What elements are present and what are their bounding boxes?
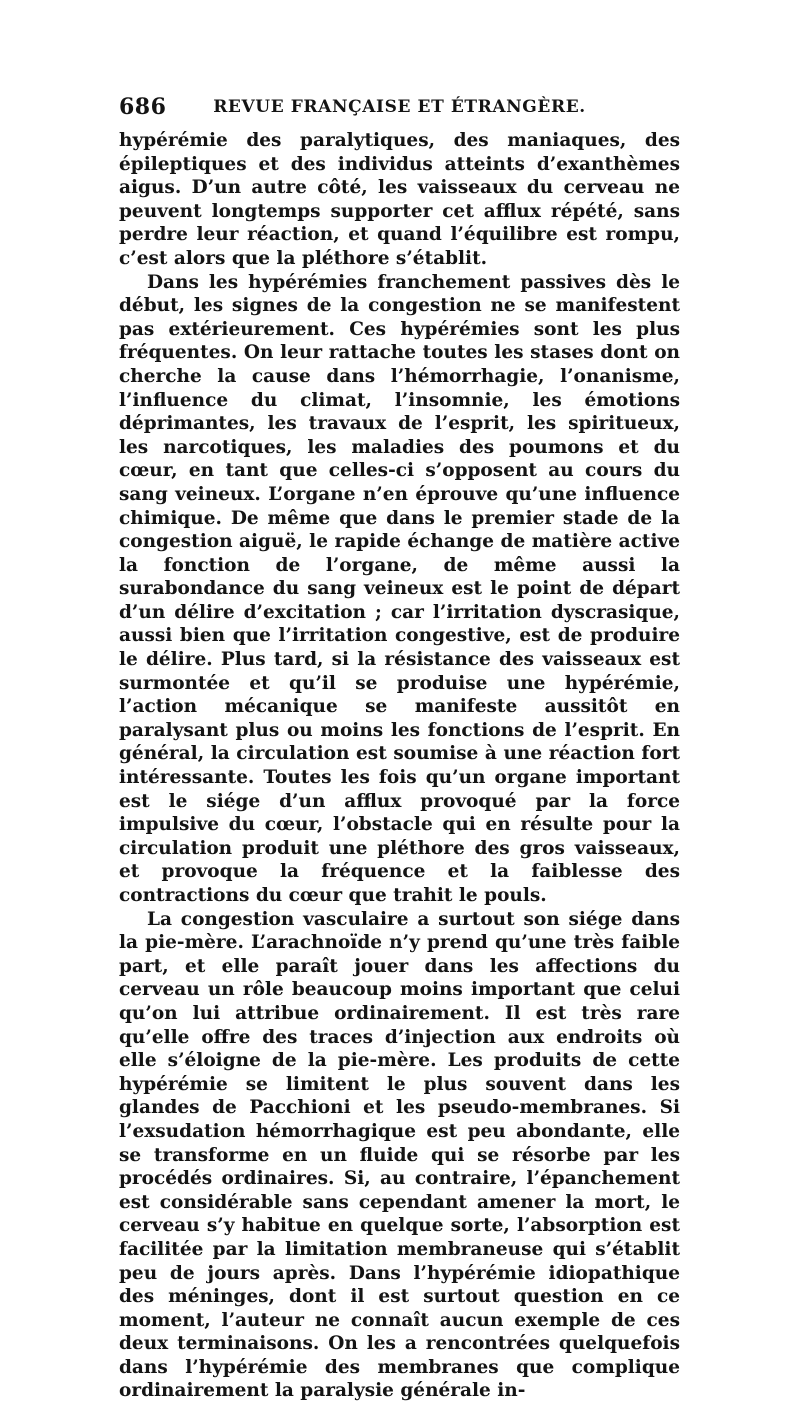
body-text [119, 129, 680, 1403]
page-number: 686 [119, 94, 167, 120]
page-header [119, 92, 680, 122]
running-title: REVUE FRANÇAISE ET ÉTRANGÈRE. [213, 97, 586, 117]
paragraph-2: Dans les hypérémies franchement passives dès le début, les signes de la congestion ne se manifestent pas extérieurement. Ces hypérémies sont les plus fréquentes. On leur rattache toutes les stases dont on cherche la cause dans l’hémorrhagie, l’onanisme, l’influence du climat, l’insomnie, les émotions déprimantes, les travaux de l’esprit, les spiritueux, les narcotiques, les maladies des poumons et du cœur, en tant que celles-ci s’opposent au cours du sang veineux. L’organe n’en éprouve qu’une influence chimique. De même que dans le premier stade de la congestion aiguë, le rapide échange de matière active la fonction de l’organe, de même aussi la surabondance du sang veineux est le point de départ d’un délire d’excitation ; car l’irritation dyscrasique, aussi bien que l’irritation congestive, est de produire le délire. Plus tard, si la résistance des vaisseaux est surmontée et qu’il se produise une hypérémie, l’action mécanique se manifeste aussitôt en paralysant plus ou moins les fonctions de l’esprit. En général, la circulation est soumise à une réaction fort intéressante. Toutes les fois qu’un organe important est le siége d’un afflux provoqué par la force impulsive du cœur, l’obstacle qui en résulte pour la circulation produit une pléthore des gros vaisseaux, et provoque la fréquence et la faiblesse des contractions du cœur que trahit le pouls. [119, 271, 680, 906]
paragraph-1: hypérémie des paralytiques, des maniaques, des épileptiques et des individus atteints d’exanthèmes aigus. D’un autre côté, les vaisseaux du cerveau ne peuvent longtemps supporter cet afflux répété, sans perdre leur réaction, et quand l’équilibre est rompu, c’est alors que la pléthore s’établit. [119, 130, 680, 269]
paragraph-3: La congestion vasculaire a surtout son siége dans la pie-mère. L’arachnoïde n’y prend qu’une très faible part, et elle paraît jouer dans les affections du cerveau un rôle beaucoup moins important que celui qu’on lui attribue ordinairement. Il est très rare qu’elle offre des traces d’injection aux endroits où elle s’éloigne de la pie-mère. Les produits de cette hypérémie se limitent le plus souvent dans les glandes de Pacchioni et les pseudo-membranes. Si l’exsudation hémorrhagique est peu abondante, elle se transforme en un fluide qui se résorbe par les procédés ordinaires. Si, au contraire, l’épanchement est considérable sans cependant amener la mort, le cerveau s’y habitue en quelque sorte, l’absorption est facilitée par la limitation membraneuse qui s’établit peu de jours après. Dans l’hypérémie idiopathique des méninges, dont il est surtout question en ce moment, l’auteur ne connaît aucun exemple de ces deux terminaisons. On les a rencontrées quelquefois dans l’hypérémie des membranes que complique ordinairement la paralysie générale in- [119, 908, 680, 1402]
